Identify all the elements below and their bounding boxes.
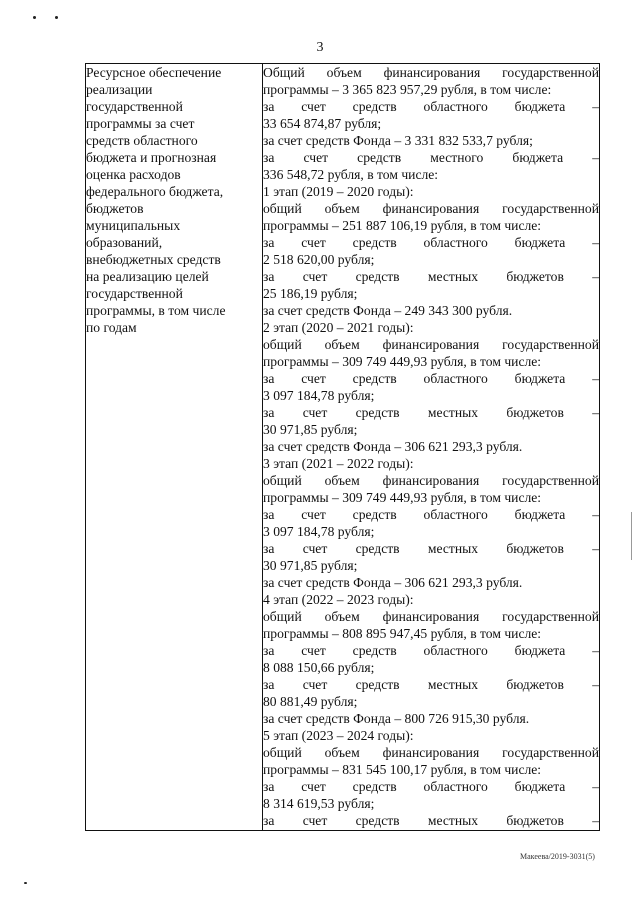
funding-text-line: 8 314 619,53 рубля;	[263, 796, 375, 811]
funding-text-line: 336 548,72 рубля, в том числе:	[263, 167, 439, 182]
funding-text-line: 3 097 184,78 рубля;	[263, 388, 375, 403]
table-row	[86, 64, 600, 831]
funding-text-line: за счет средств Фонда – 3 331 832 533,7 рубля;	[263, 133, 533, 148]
funding-text-line: 30 971,85 рубля;	[263, 422, 358, 437]
row-label-cell	[86, 64, 263, 831]
funding-text-line: 4 этап (2022 – 2023 годы):	[263, 592, 414, 607]
page-number: 3	[316, 40, 324, 55]
funding-text-line: 25 186,19 рубля;	[263, 286, 358, 301]
funding-text-line: за счет средств областного бюджета –	[263, 507, 599, 522]
funding-text-line: за счет средств областного бюджета –	[263, 99, 599, 114]
funding-text-line: за счет средств областного бюджета –	[263, 643, 599, 658]
funding-text-line: общий объем финансирования государственной	[263, 745, 599, 760]
funding-text-line: программы – 808 895 947,45 рубля, в том числе:	[263, 626, 542, 641]
funding-text-line: 30 971,85 рубля;	[263, 558, 358, 573]
funding-text-line: 80 881,49 рубля;	[263, 694, 358, 709]
funding-text-line: за счет средств местного бюджета –	[263, 150, 599, 165]
funding-text-line: за счет средств Фонда – 249 343 300 рубля.	[263, 303, 513, 318]
funding-text-line: 33 654 874,87 рубля;	[263, 116, 382, 131]
funding-text-line: за счет средств областного бюджета –	[263, 235, 599, 250]
funding-text-line: Общий объем финансирования государственной	[263, 65, 599, 80]
passport-table	[85, 63, 600, 831]
funding-text-line: 2 518 620,00 рубля;	[263, 252, 375, 267]
funding-text-line: программы – 831 545 100,17 рубля, в том числе:	[263, 762, 542, 777]
scan-speck	[55, 16, 58, 19]
funding-text-line: общий объем финансирования государственной	[263, 609, 599, 624]
scan-speck	[24, 882, 27, 884]
funding-text-line: общий объем финансирования государственной	[263, 473, 599, 488]
funding-text-line: общий объем финансирования государственной	[263, 201, 599, 216]
funding-text-line: за счет средств местных бюджетов –	[263, 405, 599, 420]
funding-text-line: 3 097 184,78 рубля;	[263, 524, 375, 539]
funding-text-line: программы – 3 365 823 957,29 рубля, в том числе:	[263, 82, 552, 97]
funding-text-line: за счет средств местных бюджетов –	[263, 677, 599, 692]
funding-text-line: за счет средств Фонда – 306 621 293,3 рубля.	[263, 575, 523, 590]
funding-text-line: 8 088 150,66 рубля;	[263, 660, 375, 675]
scan-speck	[33, 16, 36, 19]
funding-text-line: 3 этап (2021 – 2022 годы):	[263, 456, 414, 471]
scan-margin-mark	[631, 512, 632, 560]
funding-text-line: программы – 309 749 449,93 рубля, в том числе:	[263, 490, 542, 505]
funding-text-line: программы – 251 887 106,19 рубля, в том числе:	[263, 218, 542, 233]
funding-text-line: за счет средств местных бюджетов –	[263, 813, 599, 828]
funding-text-line: за счет средств Фонда – 800 726 915,30 рубля.	[263, 711, 530, 726]
funding-text-line: 5 этап (2023 – 2024 годы):	[263, 728, 414, 743]
funding-text-line: 1 этап (2019 – 2020 годы):	[263, 184, 414, 199]
funding-text-line: за счет средств Фонда – 306 621 293,3 рубля.	[263, 439, 523, 454]
funding-text-line: за счет средств областного бюджета –	[263, 779, 599, 794]
funding-text-line: программы – 309 749 449,93 рубля, в том числе:	[263, 354, 542, 369]
funding-text-line: общий объем финансирования государственной	[263, 337, 599, 352]
document-footer-code: Макеева/2019-3031(5)	[520, 852, 595, 861]
funding-text-line: за счет средств местных бюджетов –	[263, 269, 599, 284]
row-value-cell	[263, 64, 600, 831]
funding-text-line: 2 этап (2020 – 2021 годы):	[263, 320, 414, 335]
funding-text-line: за счет средств областного бюджета –	[263, 371, 599, 386]
funding-text-block	[263, 64, 599, 829]
funding-text-line: за счет средств местных бюджетов –	[263, 541, 599, 556]
row-label-text: Ресурсное обеспечение реализации государственной программы за счет средств областного бюджета и прогнозная оценка расходов федерального бюджета, бюджетов муниципальных образований, внебюджетных средств на реализацию целей государственной программы, в том числе по годам	[86, 65, 226, 335]
